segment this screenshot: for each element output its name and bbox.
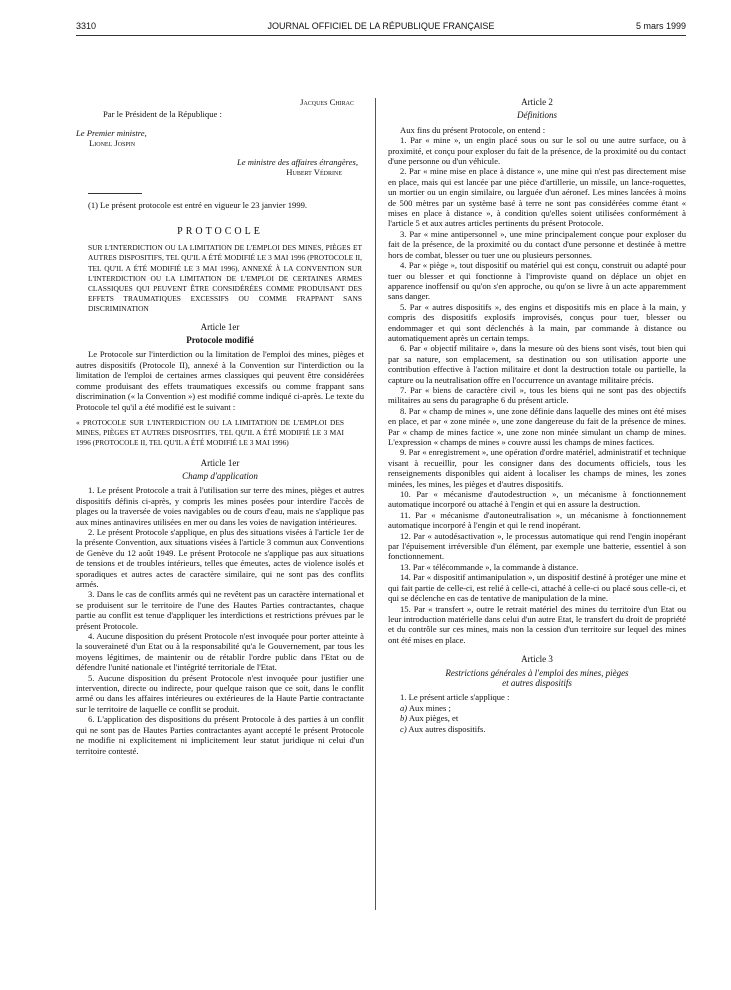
header-divider <box>76 35 686 36</box>
article-2-intro: Aux fins du présent Protocole, on entend : <box>400 124 546 135</box>
paragraph: 4. Aucune disposition du présent Protocole n'est invoquée pour porter atteinte à la souveraineté d'un Etat ou à la responsabilité qu'a le Gouvernement, par tous les moyens légitimes, de maintenir ou de rétablir l'ordre public dans l'Etat ou de défendre l'unité nationale et l'intégrité territoriale de l'Etat. <box>76 631 364 673</box>
publication-date: 5 mars 1999 <box>635 21 686 31</box>
definition: 9. Par « enregistrement », une opération d'ordre matériel, administratif et technique visant à recueillir, pour les consigner dans des documents officiels, tous les renseignements disponibles qui aident à localiser les champs de mines, les zones minées, les mines, les pièges et d'autres dispositifs. <box>388 447 686 489</box>
article-3-title-line-2: et autres dispositifs <box>502 677 572 688</box>
list-item: a) Aux mines ; <box>400 702 451 713</box>
article-1b-title: Champ d'application <box>182 470 258 481</box>
article-1-text: Le Protocole sur l'interdiction ou la limitation de l'emploi des mines, pièges et autres dispositifs (Protocole II), annexé à la Convention sur l'interdiction ou la limitation de l'emploi de certaines armes classiques qui peuvent être considérées comme produisant des effets traumatiques excessifs ou comme frappant sans discrimination (« la Convention ») est modifié comme indiqué ci-après. Le texte du Protocole tel qu'il a été modifié est le suivant : <box>76 349 364 412</box>
right-column <box>388 97 686 734</box>
list-item: c) Aux autres dispositifs. <box>400 723 486 734</box>
footnote-rule <box>88 193 142 194</box>
paragraph: 6. L'application des dispositions du présent Protocole à des parties à un conflit qui ne sont pas de Hautes Parties contractantes ayant accepté le présent Protocole ne modifie ni explicitement ni implicitement leur statut juridique ni celui d'un territoire contesté. <box>76 714 364 756</box>
quoted-protocol-title: « PROTOCOLE SUR L'INTERDICTION OU LA LIMITATION DE L'EMPLOI DES MINES, PIÈGES ET AUTRES DISPOSITIFS, TEL QU'IL A ÉTÉ MODIFIÉ LE 3 MAI 1996 (PROTOCOLE II, TEL QU'IL A ÉTÉ MODIFIÉ LE 3 MAI 1996) <box>76 417 344 448</box>
article-3-heading: Article 3 <box>521 654 553 665</box>
definition: 4. Par « piège », tout dispositif ou matériel qui est conçu, construit ou adapté pour tuer ou blesser et qui fonctionne à l'improviste quand on déplace un objet en apparence inoffensif ou qu'on s'en approche, ou qu'on se livre à un acte apparemment sans danger. <box>388 260 686 302</box>
definition: 7. Par « biens de caractère civil », tous les biens qui ne sont pas des objectifs militaires au sens du paragraphe 6 du présent article. <box>388 384 686 406</box>
definition: 6. Par « objectif militaire », dans la mesure où des biens sont visés, tout bien qui par sa nature, son emplacement, sa destination ou son utilisation apporte une contribution effective à l'action militaire et dont la destruction totale ou partielle, la capture ou la neutralisation offre en l'occurrence un avantage militaire précis. <box>388 343 686 385</box>
paragraph: 3. Dans le cas de conflits armés qui ne revêtent pas un caractère international et se produisent sur le territoire de l'une des Hautes Parties contractantes, chaque partie au conflit est tenue d'appliquer les interdictions et restrictions prévues par le présent Protocole. <box>76 589 364 631</box>
definition: 15. Par « transfert », outre le retrait matériel des mines du territoire d'un Etat ou leur introduction matérielle dans celui d'un autre Etat, le transfert du droit de propriété et du contrôle sur ces mines, mais non la cession d'un territoire sur lequel des mines ont été mises en place. <box>388 603 686 645</box>
article-1-title: Protocole modifié <box>186 335 254 346</box>
article-1-heading: Article 1er <box>200 321 240 332</box>
definition: 2. Par « mine mise en place à distance », une mine qui n'est pas directement mise en place, mais qui est lancée par une pièce d'artillerie, un missile, un lance-roquettes, un mortier ou un engin similaire, ou larguée d'un aéronef. Les mines lancées à moins de 500 mètres par un système basé à terre ne sont pas considérées comme étant « mises en place à distance », à condition qu'elles soient utilisées conformément à l'article 5 et aux autres articles pertinents du présent Protocole. <box>388 166 686 229</box>
paragraph: 5. Aucune disposition du présent Protocole n'est invoquée pour justifier une intervention, directe ou indirecte, pour quelque raison que ce soit, dans le conflit armé ou dans les affaires intérieures ou extérieures de la Haute Partie contractante sur le territoire de laquelle ce conflit se produit. <box>76 672 364 714</box>
definition: 3. Par « mine antipersonnel », une mine principalement conçue pour exploser du fait de la présence, de la proximité ou du contact d'une personne et destinée à mettre hors de combat, blesser ou tuer une ou plusieurs personnes. <box>388 228 686 260</box>
paragraph: 2. Le présent Protocole s'applique, en plus des situations visées à l'article 1er de la présente Convention, aux situations visées à l'article 3 commun aux Conventions de Genève du 12 août 1949. Le présent Protocole ne s'applique pas aux situations de tensions et de troubles intérieurs, telles que émeutes, actes de violence isolés et sporadiques et autres actes de caractère similaire, qui ne sont pas des conflits armés. <box>76 526 364 589</box>
minister-name: Hubert Védrine <box>286 167 342 178</box>
list-item: b) Aux pièges, et <box>400 713 459 724</box>
footnote: (1) Le présent protocole est entré en vigueur le 23 janvier 1999. <box>88 200 308 211</box>
minister-title: Le ministre des affaires étrangères, <box>236 156 358 167</box>
pm-title: Le Premier ministre, <box>76 127 147 138</box>
signature-intro: Par le Président de la République : <box>103 109 222 120</box>
protocole-title: PROTOCOLE <box>177 225 263 237</box>
definition: 5. Par « autres dispositifs », des engins et dispositifs mis en place à la main, y compris des dispositifs explosifs improvisés, conçus pour tuer, blesser ou endommager et qui sont déclenchés à la main, par commande à distance ou automatiquement après un certain temps. <box>388 301 686 343</box>
pm-name: Lionel Jospin <box>89 138 136 149</box>
article-3-intro: 1. Le présent article s'applique : <box>400 692 510 703</box>
definition: 10. Par « mécanisme d'autodestruction », un mécanisme à fonctionnement automatique incorporé ou attaché à l'engin et qui en assure la destruction. <box>388 489 686 510</box>
definition: 11. Par « mécanisme d'autoneutralisation », un mécanisme à fonctionnement automatique incorporé à l'engin et qui le rend inopérant. <box>388 509 686 531</box>
column-divider <box>375 98 376 910</box>
definition: 8. Par « champ de mines », une zone définie dans laquelle des mines ont été mises en place, et par « zone minée », une zone dangereuse du fait de la présence de mines. Par « champ de mines factice », une zone non minée simulant un champ de mines. L'expression « champs de mines » couvre aussi les champs de mines factices. <box>388 405 686 447</box>
definition: 14. Par « dispositif antimanipulation », un dispositif destiné à protéger une mine et qui fait partie de celle-ci, est relié à celle-ci, attaché à celle-ci ou placé sous celle-ci, et qui se déclenche en cas de tentative de manipulation de la mine. <box>388 572 686 604</box>
article-2-heading: Article 2 <box>521 97 553 107</box>
left-column <box>76 97 364 756</box>
definition: 1. Par « mine », un engin placé sous ou sur le sol ou une autre surface, ou à proximité, et conçu pour exploser du fait de la présence, de la proximité ou du contact d'une personne ou d'un véhicule. <box>388 135 686 167</box>
definition: 12. Par « autodésactivation », le processus automatique qui rend l'engin inopérant par l'épuisement irréversible d'un élément, par exemple une batterie, essentiel à son fonctionnement. <box>388 530 686 562</box>
paragraph: 1. Le présent Protocole a trait à l'utilisation sur terre des mines, pièges et autres dispositifs définis ci-après, y compris les mines posées pour interdire l'accès de plages ou la traversée de voies navigables ou de cours d'eau, mais ne s'applique pas aux mines antinavires utilisées en mer ou dans les voies de navigation intérieures. <box>76 485 364 527</box>
journal-title: JOURNAL OFFICIEL DE LA RÉPUBLIQUE FRANÇAISE <box>267 21 495 31</box>
protocole-subtitle: SUR L'INTERDICTION OU LA LIMITATION DE L'EMPLOI DES MINES, PIÈGES ET AUTRES DISPOSITIFS, TEL QU'IL A ÉTÉ MODIFIÉ LE 3 MAI 1996 (PROTOCOLE II, TEL QU'IL A ÉTÉ MODIFIÉ LE 3 MAI 1996), ANNEXÉ À LA CONVENTION SUR L'INTERDICTION OU LA LIMITATION DE L'EMPLOI DE CERTAINES ARMES CLASSIQUES QUI PEUVENT ÊTRE CONSIDÉRÉES COMME PRODUISANT DES EFFETS TRAUMATIQUES EXCESSIFS OU COMME FRAPPANT SANS DISCRIMINATION <box>88 243 362 314</box>
definition: 13. Par « télécommande », la commande à distance. <box>400 561 579 572</box>
article-1b-heading: Article 1er <box>200 457 240 468</box>
president-signature: Jacques Chirac <box>300 97 354 107</box>
article-2-title: Définitions <box>517 110 557 121</box>
page-number: 3310 <box>76 21 97 31</box>
article-3-title-line-1: Restrictions générales à l'emploi des mines, pièges <box>445 667 629 678</box>
